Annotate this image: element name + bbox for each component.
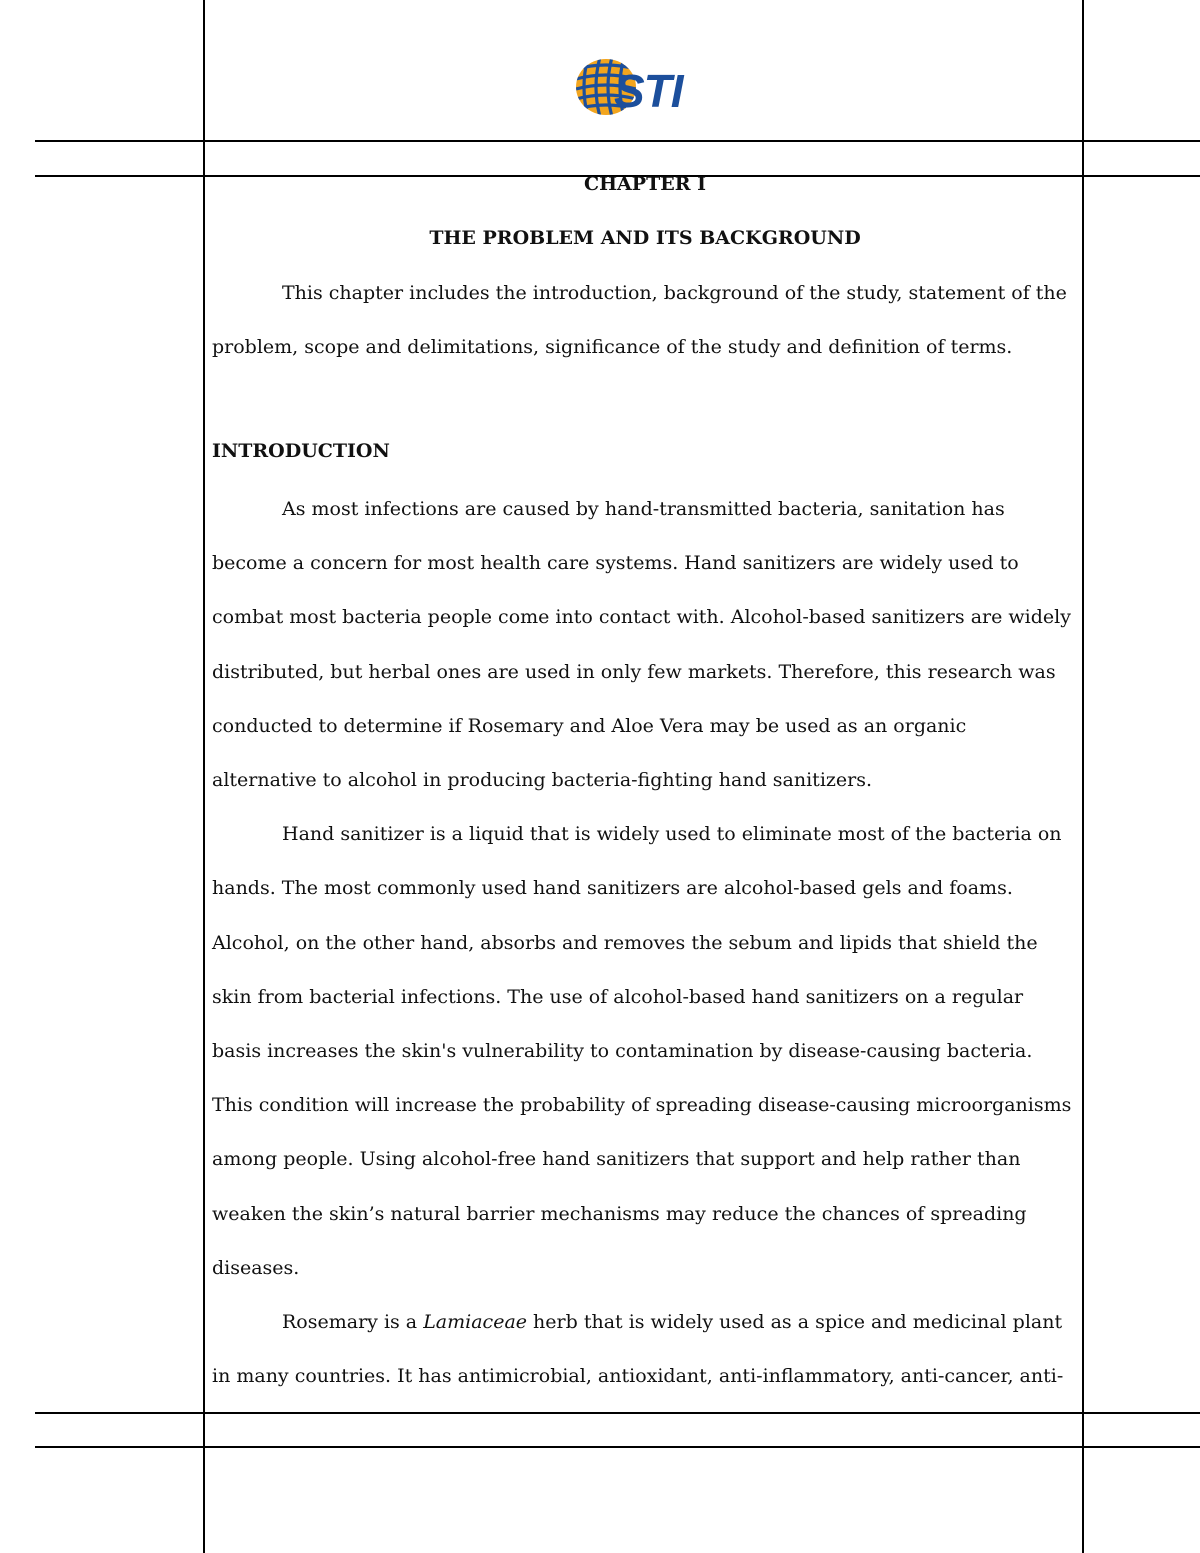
paragraph-1: As most infections are caused by hand-transmitted bacteria, sanitation has become a concern for most health care systems. Hand sanitizers are widely used to combat most bacteria people come into contact with. Alcohol-based sanitizers are widely distributed, but herbal ones are used in only few markets. Therefore, this research was conducted to determine if Rosemary and Aloe Vera may be used as an organic alternative to alcohol in producing bacteria-fighting hand sanitizers.	[212, 498, 1071, 792]
header-top-line	[35, 140, 1200, 142]
intro-paragraph: This chapter includes the introduction, background of the study, statement of the problem, scope and delimitations, significance of the study and definition of terms.	[212, 282, 1067, 359]
introduction-body	[212, 482, 1072, 1403]
paragraph-3-start: Rosemary is a	[282, 1311, 424, 1334]
sti-logo	[574, 55, 698, 121]
chapter-title: THE PROBLEM AND ITS BACKGROUND	[429, 227, 861, 249]
paragraph-3-italic: Lamiaceae	[423, 1311, 528, 1334]
section-heading-introduction: INTRODUCTION	[212, 440, 390, 462]
footer-top-line	[35, 1412, 1200, 1414]
paragraph-3	[212, 1295, 1072, 1403]
logo-wordmark: STI	[614, 65, 683, 117]
paragraph-2: Hand sanitizer is a liquid that is widely used to eliminate most of the bacteria on hands. The most commonly used hand sanitizers are alcohol-based gels and foams. Alcohol, on the other hand, absorbs and removes the sebum and lipids that shield the skin from bacterial infections. The use of alcohol-based hand sanitizers on a regular basis increases the skin's vulnerability to contamination by disease-causing bacteria. This condition will increase the probability of spreading disease-causing microorganisms among people. Using alcohol-free hand sanitizers that support and help rather than weaken the skin’s natural barrier mechanisms may reduce the chances of spreading diseases.	[212, 823, 1072, 1279]
footer-bottom-line	[35, 1446, 1200, 1448]
chapter-intro	[212, 266, 1072, 374]
chapter-label: CHAPTER I	[583, 173, 706, 195]
paragraph-3-rest: herb that is widely used as a spice and medicinal plant in many countries. It has antimicrobial, antioxidant, anti-inflammatory, anti-cancer, anti-	[212, 1311, 1064, 1388]
left-margin-line	[203, 0, 205, 1553]
